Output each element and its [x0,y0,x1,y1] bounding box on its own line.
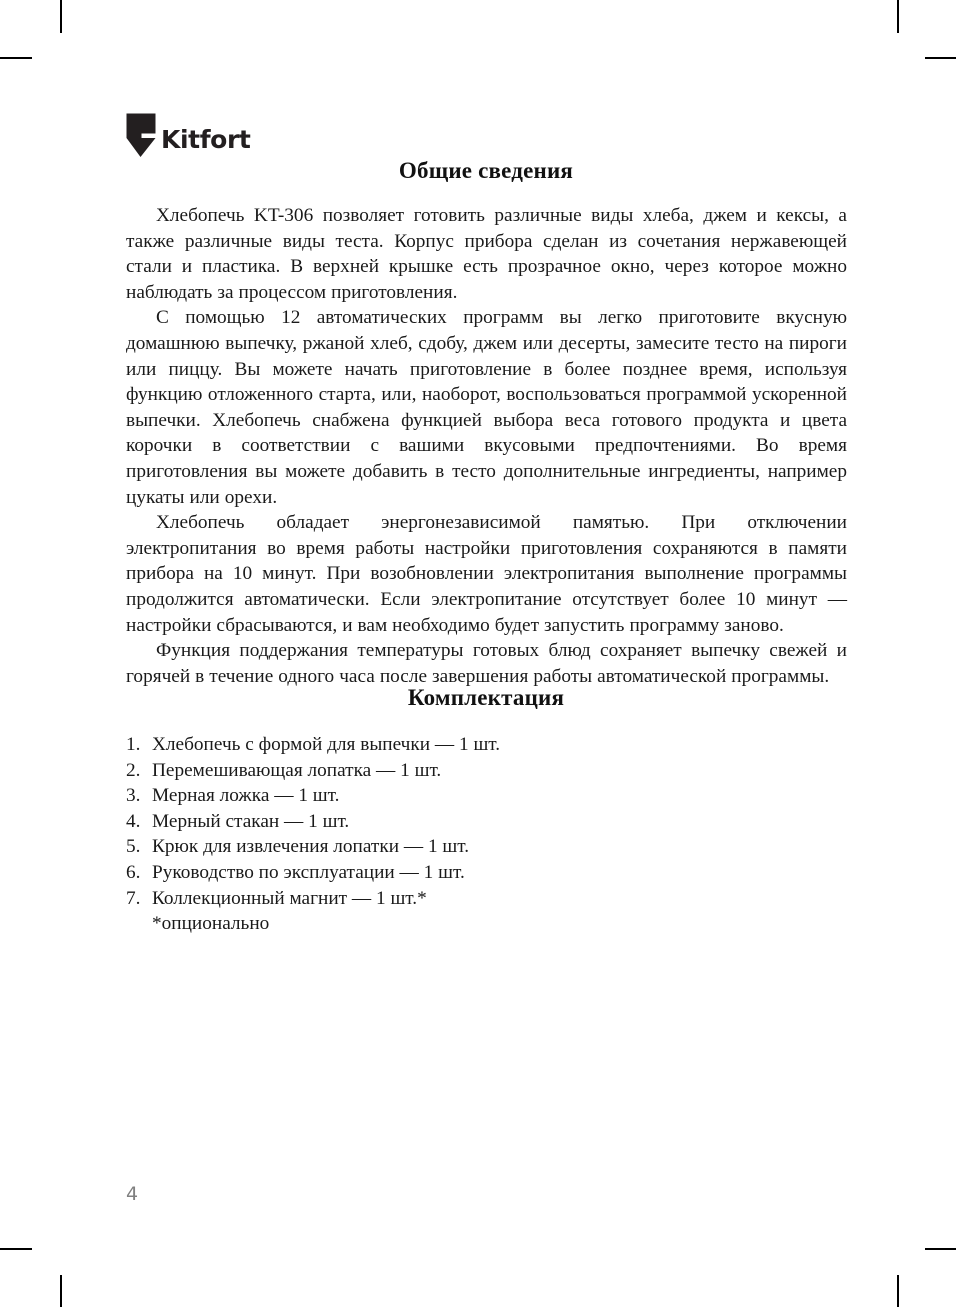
list-item [126,783,847,809]
package-contents-list [126,732,847,937]
list-item-label: Коллекционный магнит — 1 шт.* [152,887,427,909]
brand-name: Kitfort [161,125,251,154]
list-item-label: Хлебопечь с формой для выпечки — 1 шт. [152,734,501,755]
crop-mark-top-left-horizontal [0,57,32,59]
list-item-label: Перемешивающая лопатка — 1 шт. [152,759,442,781]
list-item-number: 7. [126,887,141,909]
list-item [126,834,847,860]
list-item-number: 3. [126,785,141,807]
list-item-label: Руководство по эксплуатации — 1 шт. [152,861,465,883]
page-title-general: Общие сведения [398,158,574,183]
list-item-label: Мерный стакан — 1 шт. [152,810,350,832]
document-page [126,0,846,1307]
crop-mark-top-right-vertical [897,0,899,33]
list-item [126,809,847,835]
crop-mark-bottom-right-horizontal [925,1248,956,1250]
list-item-number: 5. [126,836,141,858]
list-footnote-row [126,911,847,937]
list-item-number: 1. [126,734,141,755]
paragraph: Хлебопечь KT-306 позволяет готовить различные виды хлеба, джем и кексы, а также различные виды теста. Корпус прибора сделан из сочетания нержавеющей стали и пластика. В верхней крышке есть прозрачное окно, через которое можно наблюдать за процессом приготовления. [126,205,847,303]
page-number: 4 [126,1183,139,1205]
list-item-number: 4. [126,810,141,832]
kitfort-flag-icon [126,113,156,158]
crop-mark-top-left-vertical [60,0,62,33]
paragraph: Функция поддержания температуры готовых блюд сохраняет выпечку свежей и горячей в течение одного часа после завершения работы автоматической программы. [126,640,847,687]
list-item-number: 2. [126,759,141,781]
brand-logo [126,108,250,158]
list-item-label: Мерная ложка — 1 шт. [152,785,340,807]
paragraph: С помощью 12 автоматических программ вы легко приготовите вкусную домашнюю выпечку, ржаной хлеб, сдобу, джем или десерты, замесите тесто на пироги или пиццу. Вы можете начать приготовление в более позднее время, используя функцию отложенного старта, или, наоборот, воспользоваться программой ускоренной выпечки. Хлебопечь снабжена функцией выбора веса готового продукта и цвета корочки в соответствии с вашими вкусовыми предпочтениями. Во время приготовления вы можете добавить в тесто дополнительные ингредиенты, например цукаты или орехи. [126,307,847,508]
crop-mark-top-right-horizontal [925,57,956,59]
crop-mark-bottom-right-vertical [897,1275,899,1307]
general-information-body [126,203,847,689]
page-title-package: Комплектация [407,685,565,710]
list-item [126,758,847,784]
paragraph: Хлебопечь обладает энергонезависимой памятью. При отключении электропитания во время работы настройки приготовления сохраняются в памяти прибора на 10 минут. При возобновлении электропитания выполнение программы продолжится автоматически. Если электропитание отсутствует более 10 минут — настройки сбрасываются, и вам необходимо будет запустить программу заново. [126,512,847,636]
list-item [126,732,847,758]
list-item [126,886,847,912]
list-item-number: 6. [126,861,141,883]
crop-mark-bottom-left-horizontal [0,1248,32,1250]
optional-footnote: *опционально [152,913,270,935]
crop-mark-bottom-left-vertical [60,1275,62,1307]
list-item-label: Крюк для извлечения лопатки — 1 шт. [152,836,470,858]
list-item [126,860,847,886]
